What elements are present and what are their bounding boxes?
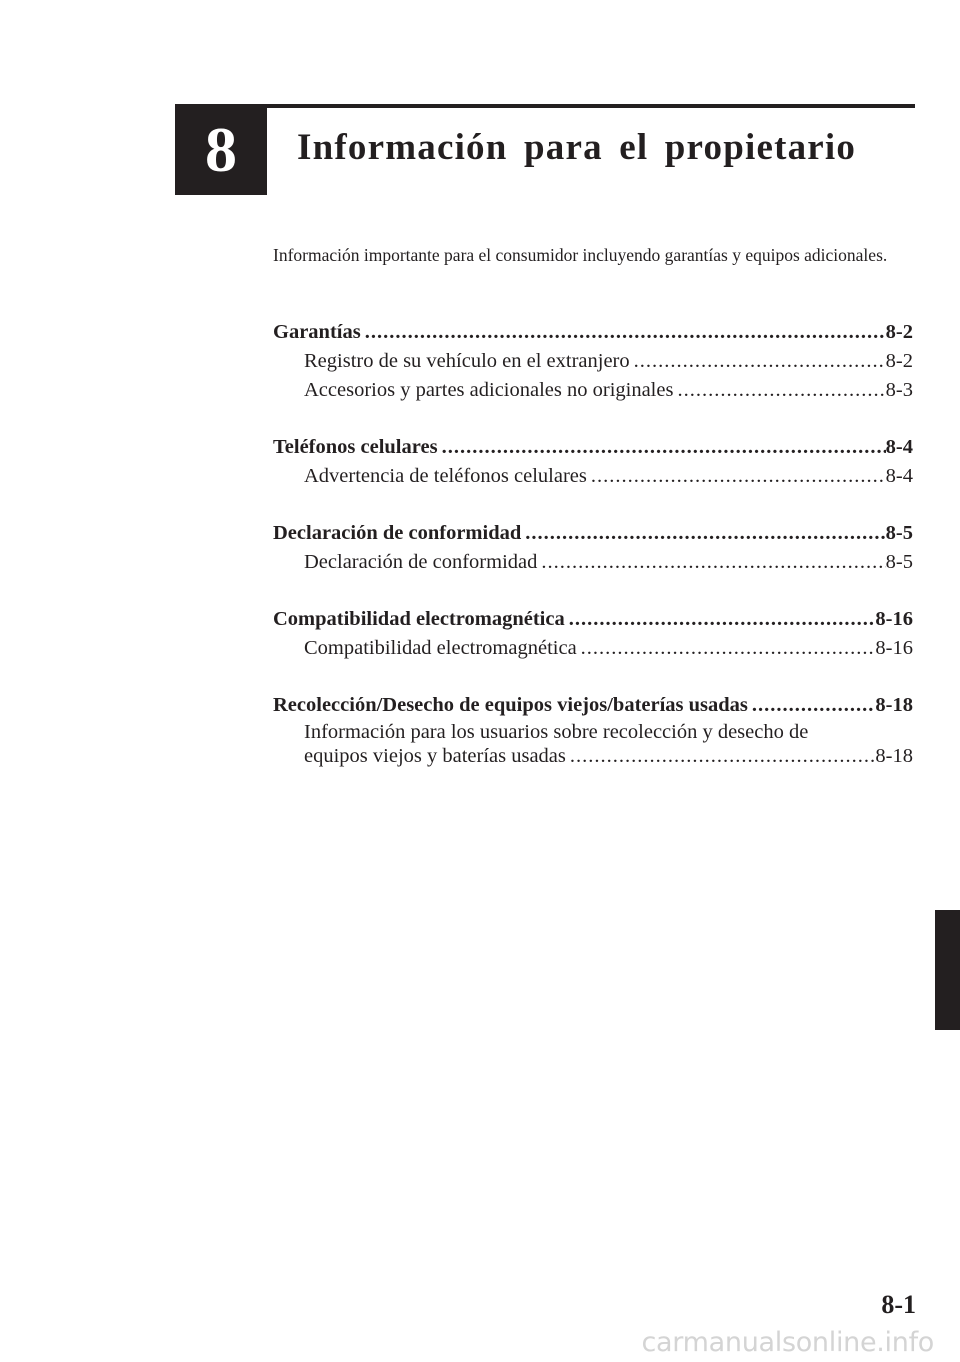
toc-subentry-label: Compatibilidad electromagnética <box>304 637 577 659</box>
chapter-title: Información para el propietario <box>297 127 857 168</box>
toc-subentry-label: Accesorios y partes adicionales no originales <box>304 379 674 401</box>
toc-subentry-declaracion[interactable] <box>273 548 913 577</box>
toc-subentry-label: Declaración de conformidad <box>304 551 538 573</box>
toc-entry-label: Compatibilidad electromagnética <box>273 608 565 630</box>
header-rule <box>267 104 915 108</box>
toc-leader-dots <box>537 548 885 577</box>
toc-subentry-registro[interactable] <box>273 347 913 376</box>
toc-subentry-compatibilidad[interactable] <box>273 634 913 663</box>
toc-section-recoleccion <box>273 691 913 768</box>
toc-entry-telefonos[interactable] <box>273 433 913 462</box>
toc-entry-label: Teléfonos celulares <box>273 436 438 458</box>
toc-leader-dots <box>587 462 886 491</box>
toc-section-telefonos <box>273 433 913 491</box>
toc-subentry-label: Registro de su vehículo en el extranjero <box>304 350 630 372</box>
toc-entry-label: Garantías <box>273 321 361 343</box>
chapter-number: 8 <box>205 113 237 185</box>
toc-entry-page: 8-16 <box>875 608 913 630</box>
page-number: 8-1 <box>881 1290 916 1319</box>
toc-subentry-label-line2: equipos viejos y baterías usadas <box>304 745 566 767</box>
toc-subentry-informacion-usuarios[interactable] <box>273 720 913 768</box>
toc-entry-page: 8-5 <box>885 522 913 544</box>
toc-entry-compatibilidad[interactable] <box>273 605 913 634</box>
toc-subentry-page: 8-5 <box>885 551 913 573</box>
toc-subentry-page: 8-4 <box>885 465 913 487</box>
chapter-intro: Información importante para el consumidor incluyendo garantías y equipos adicionales. <box>273 245 888 265</box>
chapter-number-box <box>175 104 267 195</box>
toc-subentry-page: 8-2 <box>885 350 913 372</box>
toc-subentry-page: 8-16 <box>875 637 913 659</box>
chapter-thumb-tab <box>935 910 960 1030</box>
toc-section-garantias <box>273 318 913 405</box>
toc-entry-page: 8-2 <box>885 321 913 343</box>
toc-entry-label: Recolección/Desecho de equipos viejos/baterías usadas <box>273 694 748 716</box>
toc-leader-dots <box>577 634 876 663</box>
toc-subentry-page: 8-18 <box>875 745 913 767</box>
toc-subentry-page: 8-3 <box>885 379 913 401</box>
toc-leader-dots <box>566 744 876 768</box>
toc-entry-page: 8-18 <box>875 694 913 716</box>
toc-leader-dots <box>748 691 876 720</box>
toc-subentry-label-line1: Información para los usuarios sobre recolección y desecho de <box>304 721 809 743</box>
watermark: carmanualsonline.info <box>641 1327 934 1358</box>
toc-subentry-line2 <box>304 744 913 768</box>
toc-entry-garantias[interactable] <box>273 318 913 347</box>
toc-section-compatibilidad <box>273 605 913 663</box>
toc-leader-dots <box>673 376 885 405</box>
toc-entry-recoleccion[interactable] <box>273 691 913 720</box>
table-of-contents <box>273 318 913 796</box>
toc-leader-dots <box>521 519 885 548</box>
toc-leader-dots <box>438 433 886 462</box>
toc-section-declaracion <box>273 519 913 577</box>
toc-leader-dots <box>565 605 876 634</box>
toc-subentry-label: Advertencia de teléfonos celulares <box>304 465 587 487</box>
toc-leader-dots <box>361 318 886 347</box>
toc-entry-declaracion[interactable] <box>273 519 913 548</box>
toc-entry-page: 8-4 <box>885 436 913 458</box>
toc-leader-dots <box>630 347 886 376</box>
toc-subentry-accesorios[interactable] <box>273 376 913 405</box>
toc-subentry-advertencia[interactable] <box>273 462 913 491</box>
toc-entry-label: Declaración de conformidad <box>273 522 522 544</box>
